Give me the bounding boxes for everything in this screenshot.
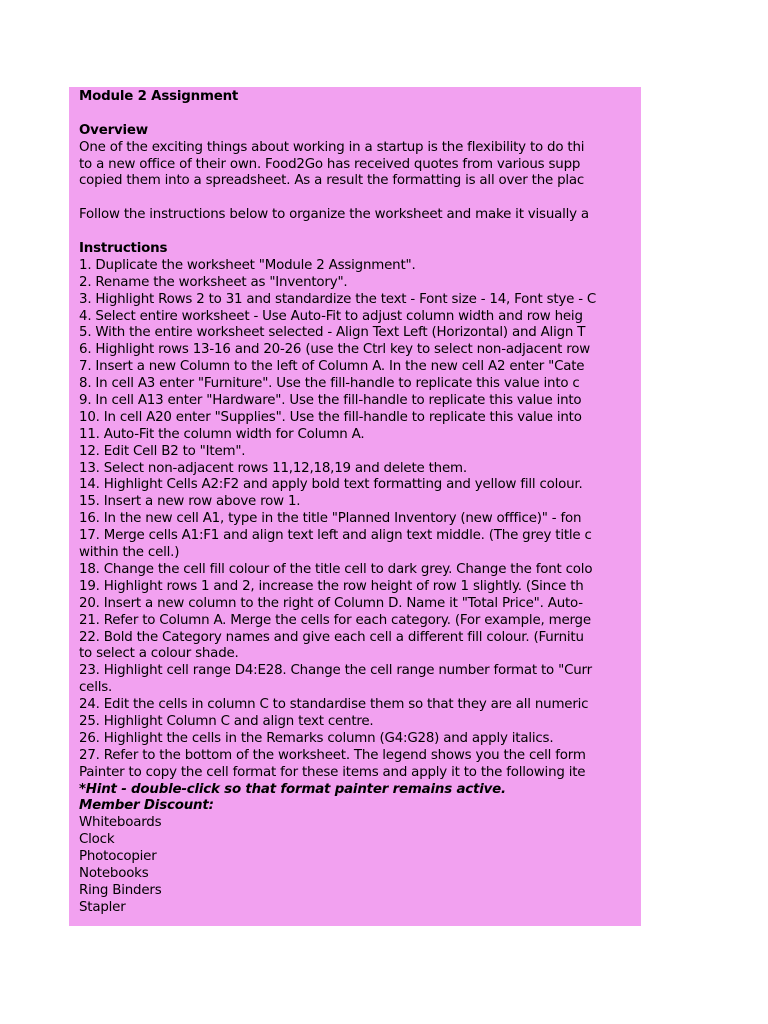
member-item: Clock (79, 832, 115, 848)
overview-heading: Overview (79, 122, 148, 138)
instruction-line: 2. Rename the worksheet as "Inventory". (79, 274, 348, 290)
overview-line: to a new office of their own. Food2Go has received quotes from various supp (79, 156, 581, 172)
instruction-line: 25. Highlight Column C and align text centre. (79, 713, 374, 729)
instruction-line: 9. In cell A13 enter "Hardware". Use the fill-handle to replicate this value into (79, 393, 582, 409)
member-item: Photocopier (79, 849, 157, 865)
instruction-line: 27. Refer to the bottom of the worksheet. The legend shows you the cell form (79, 747, 586, 763)
instruction-line: 8. In cell A3 enter "Furniture". Use the fill-handle to replicate this value into c (79, 376, 580, 392)
member-item: Ring Binders (79, 882, 162, 898)
instruction-line: 23. Highlight cell range D4:E28. Change the cell range number format to "Curr (79, 663, 592, 679)
instruction-line: 1. Duplicate the worksheet "Module 2 Assignment". (79, 257, 416, 273)
overview-line: One of the exciting things about working in a startup is the flexibility to do thi (79, 139, 585, 155)
instructions-heading: Instructions (79, 241, 168, 257)
instruction-line: to select a colour shade. (79, 646, 239, 662)
instruction-line: 3. Highlight Rows 2 to 31 and standardize the text - Font size - 14, Font stye - C (79, 291, 597, 307)
member-item: Notebooks (79, 865, 149, 881)
blank-line (79, 190, 596, 207)
instructions-list (79, 258, 596, 782)
instruction-line: Painter to copy the cell format for these items and apply it to the following ite (79, 764, 586, 780)
instruction-line: 22. Bold the Category names and give each cell a different fill colour. (Furnitu (79, 629, 584, 645)
instruction-line: 6. Highlight rows 13-16 and 20-26 (use the Ctrl key to select non-adjacent row (79, 342, 591, 358)
instruction-line: 18. Change the cell fill colour of the title cell to dark grey. Change the font colo (79, 561, 593, 577)
document-title: Module 2 Assignment (79, 89, 239, 104)
blank-line (79, 106, 596, 123)
instruction-line: 11. Auto-Fit the column width for Column A. (79, 426, 365, 442)
instruction-line: 21. Refer to Column A. Merge the cells for each category. (For example, merge (79, 612, 591, 628)
assignment-text (79, 89, 596, 917)
instruction-line: 14. Highlight Cells A2:F2 and apply bold text formatting and yellow fill colour. (79, 477, 583, 493)
instruction-line: 7. Insert a new Column to the left of Column A. In the new cell A2 enter "Cate (79, 359, 585, 375)
overview-paragraph (79, 140, 596, 191)
instruction-line: 24. Edit the cells in column C to standardise them so that they are all numeric (79, 697, 589, 713)
instruction-line: 26. Highlight the cells in the Remarks column (G4:G28) and apply italics. (79, 730, 554, 746)
instruction-line: cells. (79, 680, 113, 696)
member-discount-list (79, 815, 596, 916)
overview-line: copied them into a spreadsheet. As a result the formatting is all over the plac (79, 173, 585, 189)
format-painter-hint: *Hint - double-click so that format painter remains active. (79, 781, 506, 797)
member-item: Stapler (79, 899, 126, 915)
instruction-line: 12. Edit Cell B2 to "Item". (79, 443, 246, 459)
instruction-line: 17. Merge cells A1:F1 and align text left and align text middle. (The grey title c (79, 528, 592, 544)
member-discount-heading: Member Discount: (79, 798, 214, 814)
instruction-line: 20. Insert a new column to the right of Column D. Name it "Total Price". Auto- (79, 595, 583, 611)
instruction-line: 13. Select non-adjacent rows 11,12,18,19 and delete them. (79, 460, 467, 476)
follow-instructions-line: Follow the instructions below to organize the worksheet and make it visually a (79, 207, 589, 223)
instruction-line: 15. Insert a new row above row 1. (79, 494, 301, 510)
spreadsheet-cell-area (69, 87, 641, 926)
blank-line (79, 224, 596, 241)
instruction-line: within the cell.) (79, 545, 180, 561)
instruction-line: 5. With the entire worksheet selected - Align Text Left (Horizontal) and Align T (79, 325, 586, 341)
member-item: Whiteboards (79, 815, 162, 831)
instruction-line: 4. Select entire worksheet - Use Auto-Fit to adjust column width and row heig (79, 308, 583, 324)
instruction-line: 10. In cell A20 enter "Supplies". Use the fill-handle to replicate this value into (79, 409, 582, 425)
instruction-line: 16. In the new cell A1, type in the title "Planned Inventory (new offfice)" - fon (79, 511, 582, 527)
instruction-line: 19. Highlight rows 1 and 2, increase the row height of row 1 slightly. (Since th (79, 578, 584, 594)
